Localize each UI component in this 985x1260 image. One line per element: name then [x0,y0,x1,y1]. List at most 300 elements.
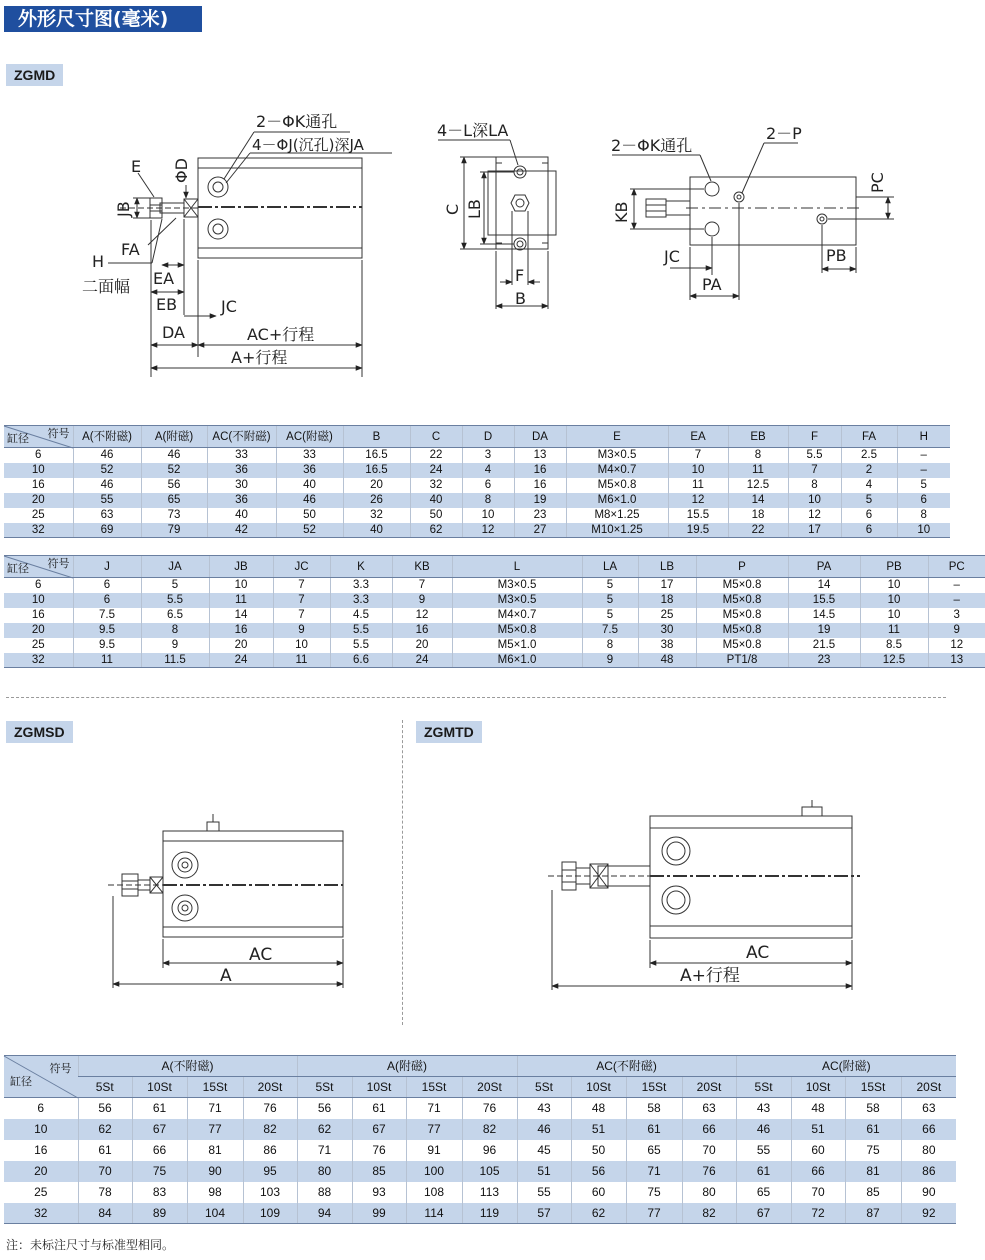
table2-header: PA [788,556,860,578]
label-ac-s: AC [249,945,273,965]
value-cell: 15.5 [788,593,860,608]
table-row [4,493,950,508]
value-cell: 10 [462,508,514,523]
label-e: E [131,157,142,176]
value-cell: 7 [273,608,330,623]
value-cell: 108 [406,1182,462,1203]
value-cell: 100 [406,1161,462,1182]
value-cell: 55 [73,493,141,508]
table2-header: JA [141,556,209,578]
table-row [4,1203,956,1224]
label-pb: PB [826,246,847,265]
value-cell: 6 [462,478,514,493]
value-cell: 3 [928,608,985,623]
value-cell: 10 [860,608,928,623]
value-cell: 58 [626,1098,682,1119]
table3-stroke-header: 15St [187,1077,243,1098]
value-cell: 33 [207,448,276,463]
value-cell: 40 [343,523,410,538]
table2-header: JC [273,556,330,578]
value-cell: M5×1.0 [452,638,582,653]
label-kb: KB [612,201,631,223]
value-cell: 5 [897,478,950,493]
value-cell: 9 [582,653,638,668]
value-cell: 70 [682,1140,736,1161]
value-cell: 86 [243,1140,297,1161]
value-cell: 11 [73,653,141,668]
value-cell: 3.3 [330,578,392,593]
value-cell: 93 [352,1182,406,1203]
value-cell: M6×1.0 [452,653,582,668]
table3-stroke-header: 10St [791,1077,845,1098]
table-row [4,1182,956,1203]
label-jc: JC [221,297,237,316]
value-cell: 27 [514,523,566,538]
value-cell: 8 [788,478,841,493]
value-cell: 58 [845,1098,901,1119]
value-cell: 12.5 [860,653,928,668]
value-cell: 85 [352,1161,406,1182]
value-cell: 82 [462,1119,517,1140]
corner-bore-label: 缸径 [7,563,29,575]
table3-stroke-header: 15St [845,1077,901,1098]
value-cell: 23 [788,653,860,668]
value-cell: 14 [788,578,860,593]
table-row [4,1119,956,1140]
value-cell: 5 [582,608,638,623]
value-cell: 6.5 [141,608,209,623]
value-cell: M10×1.25 [566,523,668,538]
value-cell: 14.5 [788,608,860,623]
value-cell: 16 [514,463,566,478]
bore-cell: 6 [35,579,42,592]
value-cell: – [928,578,985,593]
value-cell: 69 [73,523,141,538]
table2-header: PC [928,556,985,578]
value-cell: 90 [901,1182,956,1203]
page-title: 外形尺寸图(毫米) [4,6,202,32]
section-divider-horizontal [6,697,946,698]
value-cell: 76 [352,1140,406,1161]
label-k-hole-top: 2－ΦK通孔 [611,136,693,155]
label-da: DA [162,323,185,342]
bore-cell: 32 [4,653,73,668]
value-cell: 36 [276,463,343,478]
value-cell: – [897,463,950,478]
table3-stroke-header: 5St [78,1077,132,1098]
value-cell: 9.5 [73,638,141,653]
value-cell: 66 [132,1140,187,1161]
value-cell: 8 [462,493,514,508]
value-cell: 40 [276,478,343,493]
table-corner-2 [4,556,73,578]
value-cell: 60 [791,1140,845,1161]
spec-table-2 [4,555,985,668]
value-cell: 62 [297,1119,352,1140]
value-cell: 98 [187,1182,243,1203]
table-row [4,463,950,478]
value-cell: 16 [209,623,273,638]
value-cell: 16 [514,478,566,493]
value-cell: 32 [410,478,462,493]
value-cell: 6 [841,523,897,538]
value-cell: 56 [141,478,207,493]
bore-cell: 16 [34,1143,48,1157]
table3-stroke-header: 15St [406,1077,462,1098]
value-cell: 25 [638,608,696,623]
table-row [4,653,985,668]
value-cell: M5×0.8 [696,638,788,653]
drawing-zgmtd [540,798,870,998]
table1-header: EA [668,426,728,448]
value-cell: 92 [901,1203,956,1224]
value-cell: 20 [343,478,410,493]
value-cell: 6 [73,578,141,593]
bore-cell: 25 [34,1185,48,1199]
value-cell: M5×0.8 [566,478,668,493]
value-cell: 13 [928,653,985,668]
value-cell: 81 [845,1161,901,1182]
label-a-stroke-t: A+行程 [680,966,740,986]
value-cell: 32 [343,508,410,523]
table-row [4,448,950,463]
table1-header: AC(附磁) [276,426,343,448]
table3-group-header: AC(附磁) [736,1056,956,1077]
value-cell: 88 [297,1182,352,1203]
bore-cell: 32 [4,1203,78,1224]
table2-header: JB [209,556,273,578]
value-cell: 19 [514,493,566,508]
value-cell: 50 [571,1140,626,1161]
bore-cell: 25 [31,639,45,651]
label-pa: PA [702,275,722,294]
value-cell: 99 [352,1203,406,1224]
value-cell: 56 [297,1098,352,1119]
table2-header: P [696,556,788,578]
value-cell: 7.5 [582,623,638,638]
value-cell: 40 [207,508,276,523]
value-cell: M3×0.5 [452,578,582,593]
value-cell: 12 [392,608,452,623]
value-cell: 114 [406,1203,462,1224]
value-cell: 63 [901,1098,956,1119]
value-cell: 66 [901,1119,956,1140]
value-cell: 11 [273,653,330,668]
value-cell: 36 [207,463,276,478]
value-cell: 65 [736,1182,791,1203]
value-cell: 26 [343,493,410,508]
drawing-zgmd-side-view [0,95,400,385]
value-cell: 17 [638,578,696,593]
value-cell: 63 [73,508,141,523]
drawing-zgmd-end-view [430,115,570,315]
label-d: ΦD [172,158,191,183]
value-cell: 7.5 [73,608,141,623]
table3-group-header: A(附磁) [297,1056,517,1077]
table2-header: PB [860,556,928,578]
table-corner-3 [4,1056,78,1098]
value-cell: 65 [626,1140,682,1161]
section-divider-vertical [402,720,403,1025]
value-cell: 19.5 [668,523,728,538]
table1-header: FA [841,426,897,448]
value-cell: 20 [209,638,273,653]
value-cell: 8 [728,448,788,463]
value-cell: 13 [514,448,566,463]
value-cell: 48 [571,1098,626,1119]
table3-stroke-header: 5St [517,1077,571,1098]
label-lb: LB [465,199,484,219]
bore-cell: 16 [31,479,45,491]
value-cell: 12.5 [728,478,788,493]
value-cell: 21.5 [788,638,860,653]
value-cell: 82 [682,1203,736,1224]
value-cell: 67 [736,1203,791,1224]
value-cell: 6 [897,493,950,508]
value-cell: 18 [728,508,788,523]
label-eb: EB [156,295,178,314]
value-cell: 80 [682,1182,736,1203]
value-cell: 73 [141,508,207,523]
corner-symbol-label: 符号 [47,428,70,440]
value-cell: 63 [682,1098,736,1119]
value-cell: 6 [841,508,897,523]
value-cell: 52 [141,463,207,478]
value-cell: 6 [73,593,141,608]
value-cell: 82 [243,1119,297,1140]
value-cell: 62 [571,1203,626,1224]
bore-cell: 16 [31,609,45,621]
table1-header: DA [514,426,566,448]
value-cell: 51 [571,1119,626,1140]
value-cell: 11 [209,593,273,608]
value-cell: 65 [141,493,207,508]
table-row [4,623,985,638]
value-cell: 12 [462,523,514,538]
table-row [4,608,985,623]
bore-cell: 10 [4,1119,78,1140]
value-cell: 70 [78,1161,132,1182]
value-cell: 76 [462,1098,517,1119]
bore-cell: 10 [4,593,73,608]
value-cell: 60 [571,1182,626,1203]
value-cell: 18 [638,593,696,608]
value-cell: 9 [392,593,452,608]
value-cell: 16.5 [343,448,410,463]
table3-stroke-header: 5St [297,1077,352,1098]
value-cell: M3×0.5 [566,448,668,463]
value-cell: 61 [78,1140,132,1161]
value-cell: 77 [406,1119,462,1140]
value-cell: M4×0.7 [452,608,582,623]
value-cell: 109 [243,1203,297,1224]
value-cell: 87 [845,1203,901,1224]
value-cell: 61 [626,1119,682,1140]
value-cell: 11 [668,478,728,493]
table3-stroke-header: 20St [682,1077,736,1098]
value-cell: 8 [141,623,209,638]
value-cell: 16.5 [343,463,410,478]
table3-stroke-header-row [4,1077,956,1098]
bore-cell: 20 [4,1161,78,1182]
value-cell: 51 [517,1161,571,1182]
value-cell: 12 [788,508,841,523]
value-cell: 50 [276,508,343,523]
value-cell: 55 [517,1182,571,1203]
value-cell: 50 [410,508,462,523]
bore-cell: 32 [4,523,73,538]
table2-header: K [330,556,392,578]
value-cell: 77 [187,1119,243,1140]
table-row [4,638,985,653]
value-cell: 9 [928,623,985,638]
value-cell: 52 [276,523,343,538]
value-cell: 6.6 [330,653,392,668]
label-ac-t: AC [746,943,770,963]
value-cell: 72 [791,1203,845,1224]
value-cell: 105 [462,1161,517,1182]
table-corner-1 [4,426,73,448]
table-row [4,578,985,593]
value-cell: M5×0.8 [696,623,788,638]
table2-header: KB [392,556,452,578]
value-cell: 96 [462,1140,517,1161]
value-cell: 79 [141,523,207,538]
table-row [4,1098,956,1119]
value-cell: 62 [410,523,462,538]
table3-stroke-header: 15St [626,1077,682,1098]
value-cell: 61 [845,1119,901,1140]
label-jc-top: JC [664,247,680,266]
table1-header: D [462,426,514,448]
table-row [4,593,985,608]
value-cell: 66 [682,1119,736,1140]
value-cell: 78 [78,1182,132,1203]
value-cell: 77 [626,1203,682,1224]
table1-header: A(不附磁) [73,426,141,448]
value-cell: 2 [841,463,897,478]
value-cell: M6×1.0 [566,493,668,508]
value-cell: 5 [582,593,638,608]
value-cell: 43 [517,1098,571,1119]
value-cell: M5×0.8 [696,608,788,623]
value-cell: 104 [187,1203,243,1224]
value-cell: 7 [392,578,452,593]
label-k-hole: 2－ΦK通孔 [256,112,338,131]
value-cell: 4 [462,463,514,478]
bore-cell: 10 [4,463,73,478]
value-cell: 71 [406,1098,462,1119]
section-tag-zgmd: ZGMD [6,64,63,86]
bore-cell: 6 [37,1101,45,1116]
value-cell: 89 [132,1203,187,1224]
value-cell: 33 [276,448,343,463]
label-j-hole: 4－ΦJ(沉孔)深JA [252,136,364,154]
label-f: F [515,266,525,285]
label-fa: FA [121,240,140,259]
table3-stroke-header: 20St [462,1077,517,1098]
value-cell: 10 [668,463,728,478]
value-cell: 42 [207,523,276,538]
value-cell: 22 [728,523,788,538]
value-cell: 71 [187,1098,243,1119]
value-cell: 62 [78,1119,132,1140]
value-cell: 81 [187,1140,243,1161]
value-cell: M4×0.7 [566,463,668,478]
corner-symbol-label: 符号 [47,558,70,570]
label-l-deep: 4－L深LA [437,121,509,140]
value-cell: 71 [297,1140,352,1161]
corner-bore-label: 缸径 [10,1076,32,1088]
value-cell: M3×0.5 [452,593,582,608]
value-cell: 5.5 [330,638,392,653]
value-cell: 86 [901,1161,956,1182]
table3-group-header: AC(不附磁) [517,1056,736,1077]
label-pc: PC [868,172,887,193]
table2-header: LB [638,556,696,578]
table1-header: F [788,426,841,448]
value-cell: 5.5 [141,593,209,608]
value-cell: 46 [736,1119,791,1140]
spec-table-1 [4,425,950,538]
label-a-s: A [220,966,232,986]
value-cell: 10 [860,578,928,593]
table3-stroke-header: 10St [132,1077,187,1098]
value-cell: 4 [841,478,897,493]
value-cell: 5.5 [788,448,841,463]
label-a-stroke: A+行程 [231,348,288,367]
value-cell: 11 [860,623,928,638]
value-cell: 7 [788,463,841,478]
value-cell: 90 [187,1161,243,1182]
bore-cell: 6 [35,449,42,462]
value-cell: 10 [897,523,950,538]
value-cell: 12 [928,638,985,653]
corner-bore-label: 缸径 [7,433,29,445]
value-cell: 14 [728,493,788,508]
value-cell: 56 [78,1098,132,1119]
value-cell: 5 [141,578,209,593]
value-cell: 94 [297,1203,352,1224]
value-cell: 22 [410,448,462,463]
value-cell: 56 [571,1161,626,1182]
value-cell: 75 [626,1182,682,1203]
value-cell: 16 [392,623,452,638]
value-cell: 67 [352,1119,406,1140]
value-cell: 83 [132,1182,187,1203]
table-row [4,478,950,493]
value-cell: 19 [788,623,860,638]
table2-header: LA [582,556,638,578]
value-cell: 30 [638,623,696,638]
table1-header: H [897,426,950,448]
value-cell: 23 [514,508,566,523]
table-row [4,523,950,538]
table1-header: C [410,426,462,448]
label-p: 2－P [766,124,802,143]
value-cell: 76 [682,1161,736,1182]
value-cell: 24 [209,653,273,668]
value-cell: 55 [736,1140,791,1161]
value-cell: 80 [297,1161,352,1182]
table1-header: E [566,426,668,448]
value-cell: 46 [73,478,141,493]
value-cell: 61 [736,1161,791,1182]
value-cell: 10 [209,578,273,593]
value-cell: 75 [845,1140,901,1161]
spec-table-3 [4,1055,956,1224]
value-cell: 9 [273,623,330,638]
